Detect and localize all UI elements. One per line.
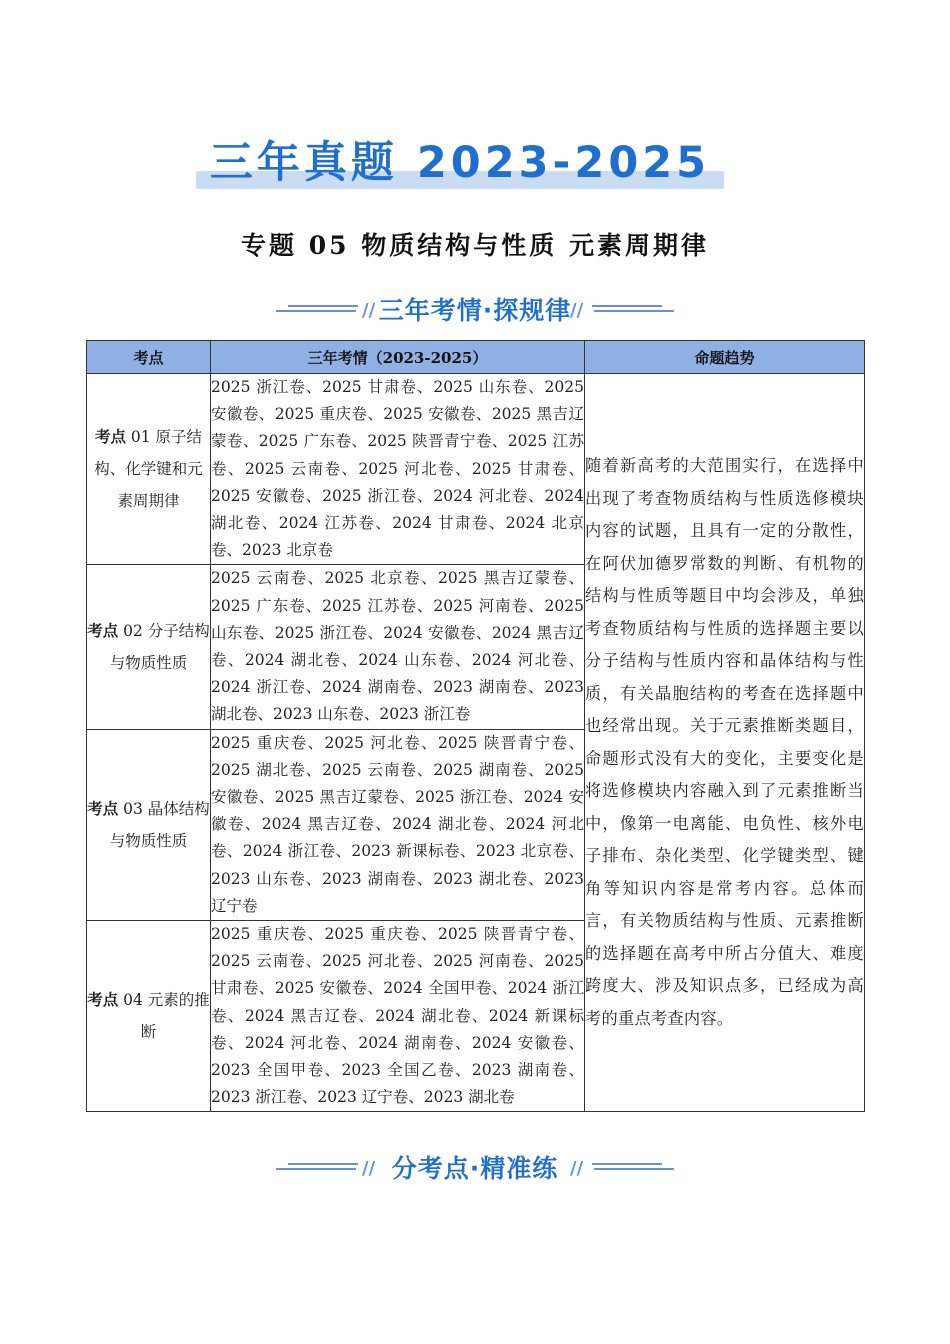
banner [190,135,730,195]
exam-list-cell: 2025 重庆卷、2025 河北卷、2025 陕晋青宁卷、2025 湖北卷、2025 云南卷、2025 湖南卷、2025 安徽卷、2025 黑吉辽蒙卷、2025 浙江卷、2024 安徽卷、2024 黑吉辽卷、2024 湖北卷、2024 河北卷、2024 浙江卷、2023 新课标卷、2023 北京卷、2023 山东卷、2023 湖南卷、2023 湖北卷、2023 辽宁卷 [211,729,585,920]
header-exams: 三年考情（2023-2025） [211,341,585,374]
header-topic: 考点 [87,341,211,374]
header-trend: 命题趋势 [585,341,865,374]
exam-analysis-table [86,340,865,1112]
section-label: 三年考情·探规律 [378,296,572,325]
topic-cell [87,565,211,729]
topic-name: 02 分子结构与物质性质 [109,622,210,673]
decor-slash-right: // [570,300,584,321]
topic-prefix: 考点 [94,427,126,447]
topic-name: 03 晶体结构与物质性质 [109,799,210,850]
section-label: 分考点·精准练 [391,1154,559,1183]
decor-slash-right: // [570,1158,584,1179]
section-heading-practice [270,1150,680,1190]
exam-list-cell: 2025 浙江卷、2025 甘肃卷、2025 山东卷、2025 安徽卷、2025 重庆卷、2025 安徽卷、2025 黑吉辽蒙卷、2025 广东卷、2025 陕晋青宁卷、2025 江苏卷、2025 云南卷、2025 河北卷、2025 甘肃卷、2025 安徽卷、2025 浙江卷、2024 河北卷、2024 湖北卷、2024 江苏卷、2024 甘肃卷、2024 北京卷、2023 北京卷 [211,374,585,565]
topic-cell [87,374,211,565]
decor-line-right [594,1168,674,1170]
decor-slash-left: // [362,300,376,321]
decor-line-right [594,310,674,312]
trend-cell: 随着新高考的大范围实行，在选择中出现了考查物质结构与性质选修模块内容的试题，且具有一定的分散性，在阿伏加德罗常数的判断、有机物的结构与性质等题目中均会涉及，单独考查物质结构与性质的选择题主要以分子结构与性质内容和晶体结构与性质，有关晶胞结构的考查在选择题中也经常出现。关于元素推断类题目，命题形式没有大的变化，主要变化是将选修模块内容融入到了元素推断当中，像第一电离能、电负性、核外电子排布、杂化类型、化学键类型、键角等知识内容是常考内容。总体而言，有关物质结构与性质、元素推断的选择题在高考中所占分值大、难度跨度大、涉及知识点多，已经成为高考的重点考查内容。 [585,374,865,1112]
table-row [87,374,865,565]
topic-prefix: 考点 [87,798,119,818]
topic-cell [87,729,211,920]
banner-title: 三年真题 2023-2025 [209,138,711,188]
topic-name: 04 元素的推断 [118,991,210,1042]
topic-cell [87,921,211,1112]
subject-title: 专题 05 物质结构与性质 元素周期律 [241,231,709,260]
decor-slash-left: // [362,1158,376,1179]
topic-prefix: 考点 [87,990,119,1010]
topic-name: 01 原子结构、化学键和元素周期律 [94,428,203,511]
table-header-row [87,341,865,374]
topic-prefix: 考点 [87,621,119,641]
exam-list-cell: 2025 云南卷、2025 北京卷、2025 黑吉辽蒙卷、2025 广东卷、2025 江苏卷、2025 河南卷、2025 山东卷、2025 浙江卷、2024 安徽卷、2024 黑吉辽卷、2024 湖北卷、2024 山东卷、2024 河北卷、2024 浙江卷、2024 湖南卷、2023 湖南卷、2023 湖北卷、2023 山东卷、2023 浙江卷 [211,565,585,729]
section-heading-trends [270,292,680,332]
exam-list-cell: 2025 重庆卷、2025 重庆卷、2025 陕晋青宁卷、2025 云南卷、2025 河北卷、2025 河南卷、2025 甘肃卷、2025 安徽卷、2024 全国甲卷、2024 浙江卷、2024 黑吉辽卷、2024 湖北卷、2024 新课标卷、2024 河北卷、2024 湖南卷、2024 安徽卷、2023 全国甲卷、2023 全国乙卷、2023 湖南卷、2023 浙江卷、2023 辽宁卷、2023 湖北卷 [211,921,585,1112]
